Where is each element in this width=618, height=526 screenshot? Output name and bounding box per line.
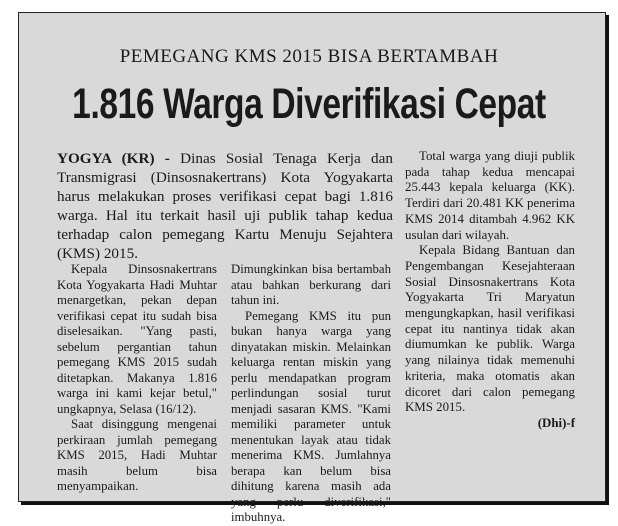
paragraph: Saat disinggung mengenai perkiraan jumlah pemegang KMS 2015, Hadi Muhtar masih belum bisa menyampaikan. bbox=[57, 417, 217, 493]
kicker-headline: PEMEGANG KMS 2015 BISA BERTAMBAH bbox=[119, 46, 499, 67]
paragraph: Kepala Bidang Bantuan dan Pengembangan Kesejahteraan Sosial Dinsosnakertrans Kota Yogyakarta Tri Maryatun mengungkapkan, hasil verifikasi cepat itu nantinya tidak akan diumumkan ke publik. Warga yang nilainya tidak memenuhi kriteria, maka otomatis akan dicoret dari calon pemegang KMS 2015. bbox=[405, 243, 575, 415]
lead-paragraph bbox=[57, 149, 393, 263]
column-1 bbox=[57, 262, 217, 495]
column-3 bbox=[405, 149, 575, 432]
paragraph: Kepala Dinsosnakertrans Kota Yogyakarta Hadi Muhtar menargetkan, pekan depan verifikasi cepat itu sudah bisa diselesaikan. "Yang pasti, sebelum pergantian tahun pemegang KMS 2015 sudah ditetapkan. Makanya 1.816 warga ini kami kejar betul," ungkapnya, Selasa (16/12). bbox=[57, 262, 217, 416]
byline: (Dhi)-f bbox=[537, 415, 575, 430]
paragraph: Pemegang KMS itu pun bukan hanya warga yang dinyatakan miskin. Melainkan keluarga rentan miskin yang perlu mendapatkan program perlindungan sosial turut menjadi sasaran KMS. "Kami memiliki parameter untuk menentukan layak atau tidak menerima KMS. Jumlahnya berapa kan belum bisa dihitung karena masih ada yang perlu diverifikasi," imbuhnya. bbox=[231, 308, 391, 524]
paragraph: Dimungkinkan bisa bertambah atau bahkan berkurang dari tahun ini. bbox=[231, 262, 391, 307]
main-headline: 1.816 Warga Diverifikasi Cepat bbox=[72, 80, 546, 128]
dateline: YOGYA (KR) - bbox=[57, 150, 170, 167]
column-2 bbox=[231, 262, 391, 526]
lead-text: Dinas Sosial Tenaga Kerja dan Transmigrasi (Dinsosnakertrans) Kota Yogyakarta harus melakukan proses verifikasi cepat bagi 1.816 warga. Hal itu terkait hasil uji publik tahap kedua terhadap calon pemegang Kartu Menuju Sejahtera (KMS) 2015. bbox=[57, 150, 393, 262]
paragraph: Total warga yang diuji publik pada tahap kedua mencapai 25.443 kepala keluarga (KK). Terdiri dari 20.481 KK penerima KMS 2014 ditambah 4.962 KK usulan dari wilayah. bbox=[405, 149, 575, 242]
